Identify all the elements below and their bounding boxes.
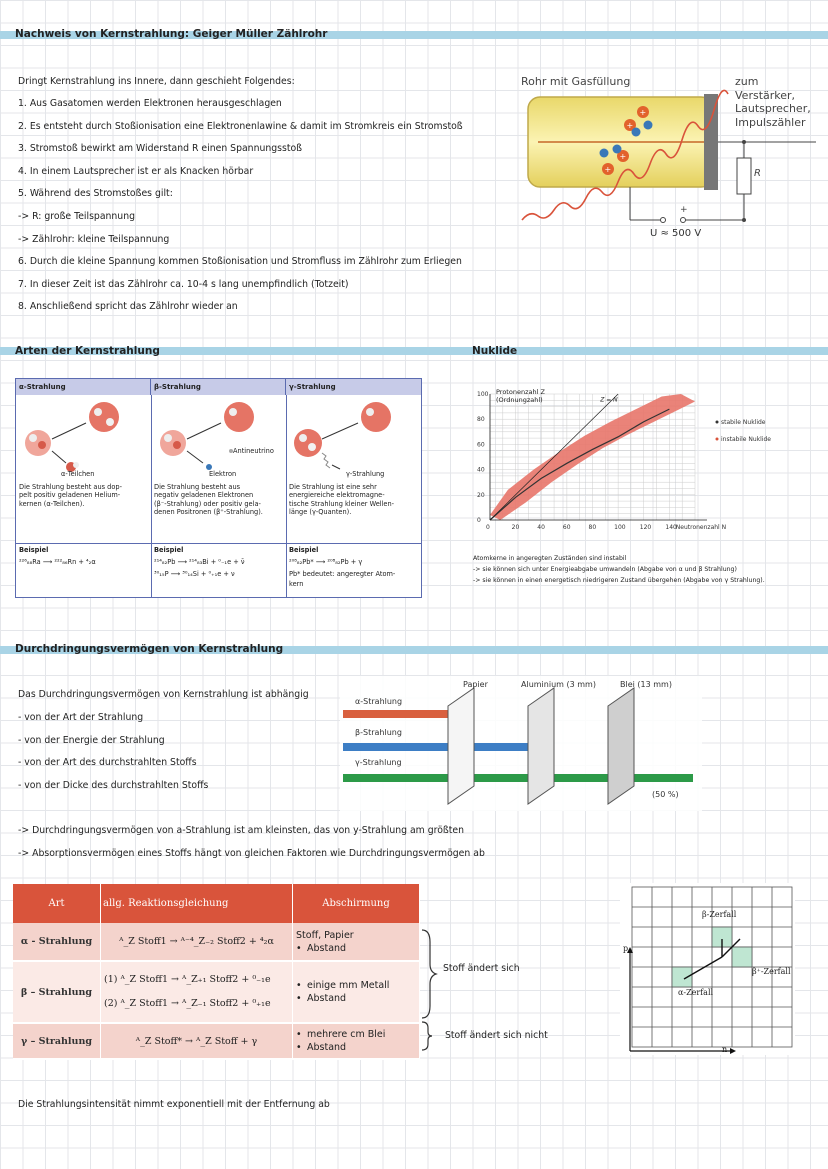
intro-text: Dringt Kernstrahlung ins Innere, dann geschieht Folgendes: — [18, 76, 295, 87]
antineutrino-label: Antineutrino — [233, 447, 274, 455]
material-paper: Papier — [463, 680, 488, 689]
decay-y-label: p — [623, 944, 629, 953]
nuclide-chart — [472, 386, 812, 536]
nuclide-note-2: -> sie können sich unter Energieabgabe umwandeln (Abgabe von α und β Strahlung) — [473, 566, 737, 573]
gamma-column — [286, 395, 421, 543]
z-equals-n-label: Z = N — [600, 396, 618, 404]
electron-label: Elektron — [209, 470, 237, 478]
y-tick-label: 0 — [477, 517, 481, 524]
header-alpha: α-Strahlung — [16, 379, 151, 395]
col-art: Art — [13, 884, 101, 923]
step-5b: -> Zählrohr: kleine Teilspannung — [18, 234, 170, 245]
ray-beta-label: β-Strahlung — [355, 728, 402, 737]
alpha-example: Beispiel ²²⁶₈₈Ra ⟶ ²²²₈₆Rn + ⁴₂α — [16, 543, 152, 598]
material-aluminium: Aluminium (3 mm) — [521, 680, 596, 689]
footer-text: Die Strahlungsintensität nimmt exponentiell mit der Entfernung ab — [18, 1099, 330, 1110]
factor-1: - von der Art der Strahlung — [18, 712, 144, 723]
alpha-description: Die Strahlung besteht aus dop- pelt positiv geladenen Helium- kernen (α-Teilchen). — [19, 483, 122, 508]
svg-text:+: + — [604, 165, 612, 174]
alpha-decay-label: α-Zerfall — [678, 988, 714, 997]
brace-icons — [420, 928, 440, 1063]
section-title-durchdringung: Durchdringungsvermögen von Kernstrahlung — [15, 643, 284, 655]
voltage-label: U ≈ 500 V — [650, 228, 702, 239]
table-row: α - Strahlung ᴬ_Z Stoff1 → ᴬ⁻⁴_Z₋₂ Stoff2 + ⁴₂α Stoff, Papier • Abstand — [13, 923, 420, 961]
gamma-ray-label: γ-Strahlung — [346, 470, 385, 478]
legend-marker-stable — [716, 421, 719, 424]
ray-gamma-label: γ-Strahlung — [355, 758, 402, 767]
legend-stable: stabile Nuklide — [721, 419, 766, 426]
step-5a: -> R: große Teilspannung — [18, 211, 135, 222]
svg-text:+: + — [626, 121, 634, 130]
conclusion-1: -> Durchdringungsvermögen von a-Strahlung ist am kleinsten, das von y-Strahlung am größten — [18, 825, 465, 836]
beta-plus-label: β⁺-Zerfall — [752, 967, 791, 976]
radiation-types-table — [15, 378, 422, 598]
plus-label: + — [680, 205, 688, 215]
x-axis-label: Neutronenzahl N — [675, 524, 727, 531]
brace-note-2: Stoff ändert sich nicht — [445, 1030, 548, 1041]
tube-label: Rohr mit Gasfüllung — [521, 75, 631, 88]
x-tick-label: 80 — [588, 524, 597, 531]
output-label: zum Verstärker, Lautsprecher, Impulszähler — [735, 75, 811, 129]
x-tick-label: 60 — [562, 524, 571, 531]
factor-4: - von der Dicke des durchstrahlten Stoffs — [18, 780, 209, 791]
legend-marker-unstable — [716, 438, 719, 441]
brace-note-1: Stoff ändert sich — [443, 963, 520, 974]
x-tick-label: 0 — [486, 524, 490, 531]
y-tick-label: 20 — [477, 491, 485, 499]
svg-text:+: + — [619, 152, 627, 161]
y-tick-label: 40 — [477, 466, 485, 474]
step-1: 1. Aus Gasatomen werden Elektronen herausgeschlagen — [18, 98, 282, 109]
section-title-geiger: Nachweis von Kernstrahlung: Geiger Müller Zählrohr — [15, 28, 328, 40]
section-title-nuklide: Nuklide — [472, 345, 518, 357]
y-tick-label: 80 — [477, 416, 485, 424]
x-tick-label: 100 — [614, 524, 626, 531]
y-tick-label: 60 — [477, 441, 485, 449]
legend-unstable: instabile Nuklide — [721, 436, 771, 443]
gamma-example: Beispiel ²⁰⁸₈₂Pb* ⟶ ²⁰⁸₈₂Pb + γ Pb* bedeutet: angeregter Atom- kern — [286, 543, 421, 598]
step-6: 6. Durch die kleine Spannung kommen Stoßionisation und Stromfluss im Zählrohr zum Erliegen — [18, 256, 462, 267]
x-tick-label: 120 — [639, 524, 652, 531]
nuclide-ylabel: Protonenzahl Z (Ordnungzahl) — [496, 388, 545, 404]
conclusion-2: -> Absorptionsvermögen eines Stoffs hängt von gleichen Faktoren wie Durchdringungsvermögen ab — [18, 848, 485, 859]
step-3: 3. Stromstoß bewirkt am Widerstand R einen Spannungsstoß — [18, 143, 303, 154]
ray-alpha-label: α-Strahlung — [355, 697, 403, 706]
nuclide-note-1: Atomkerne in angeregten Zuständen sind instabil — [473, 555, 627, 562]
resistor-label: R — [754, 168, 761, 179]
header-gamma: γ-Strahlung — [286, 379, 421, 395]
section-title-arten: Arten der Kernstrahlung — [15, 345, 160, 357]
step-8: 8. Anschließend spricht das Zählrohr wieder an — [18, 301, 238, 312]
beta-minus-label: β-Zerfall — [702, 910, 737, 919]
factor-2: - von der Energie der Strahlung — [18, 735, 165, 746]
step-5: 5. Während des Stromstoßes gilt: — [18, 188, 173, 199]
table-row: γ – Strahlung ᴬ_Z Stoff* → ᴬ_Z Stoff + γ • mehrere cm Blei • Abstand — [13, 1023, 420, 1059]
gamma-description: Die Strahlung ist eine sehr energiereiche elektromagne- tische Strahlung kleiner Wellen- länge (γ-Quanten). — [289, 483, 395, 517]
step-4: 4. In einem Lautsprecher ist er als Knacken hörbar — [18, 166, 254, 177]
gamma-percent: (50 %) — [652, 790, 679, 799]
x-tick-label: 140 — [665, 524, 677, 531]
beta-description: Die Strahlung besteht aus negativ geladenen Elektronen (β⁻-Strahlung) oder positiv gela- denen Positronen (β⁺-Strahlung). — [154, 483, 263, 517]
header-beta: β-Strahlung — [151, 379, 286, 395]
factor-3: - von der Art des durchstrahlten Stoffs — [18, 757, 197, 768]
col-equation: allg. Reaktionsgleichung — [101, 884, 293, 923]
x-tick-label: 20 — [511, 524, 520, 531]
step-7: 7. In dieser Zeit ist das Zählrohr ca. 10-4 s lang unempfindlich (Totzeit) — [18, 279, 349, 290]
alpha-column — [16, 395, 152, 543]
svg-text:+: + — [639, 108, 647, 117]
material-lead: Blei (13 mm) — [620, 680, 672, 689]
penetration-intro: Das Durchdringungsvermögen von Kernstrahlung ist abhängig — [18, 689, 309, 700]
col-shielding: Abschirmung — [293, 884, 420, 923]
nuclide-note-3: -> sie können in einen energetisch niedrigeren Zustand übergehen (Abgabe von γ Strahlung). — [473, 577, 765, 584]
step-2: 2. Es entsteht durch Stoßionisation eine Elektronenlawine & damit im Stromkreis ein Stromstoß — [18, 121, 463, 132]
alpha-particle-label: α-Teilchen — [61, 470, 95, 478]
beta-column — [151, 395, 287, 543]
reaction-table — [13, 884, 420, 1060]
decay-x-label: n — [722, 1045, 728, 1054]
x-tick-label: 40 — [537, 524, 545, 531]
table-row: β – Strahlung (1) ᴬ_Z Stoff1 → ᴬ_Z₊₁ Stoff2 + ⁰₋₁e (2) ᴬ_Z Stoff1 → ᴬ_Z₋₁ Stoff2 + ⁰₊₁e • einige mm Metall • Abstand — [13, 961, 420, 1023]
beta-example: Beispiel ²¹⁴₈₂Pb ⟶ ²¹⁴₈₃Bi + ⁰₋₁e + ν̄ ³⁰₁₅P ⟶ ³⁰₁₄Si + ⁰₊₁e + ν — [151, 543, 287, 598]
y-tick-label: 100 — [477, 391, 489, 398]
